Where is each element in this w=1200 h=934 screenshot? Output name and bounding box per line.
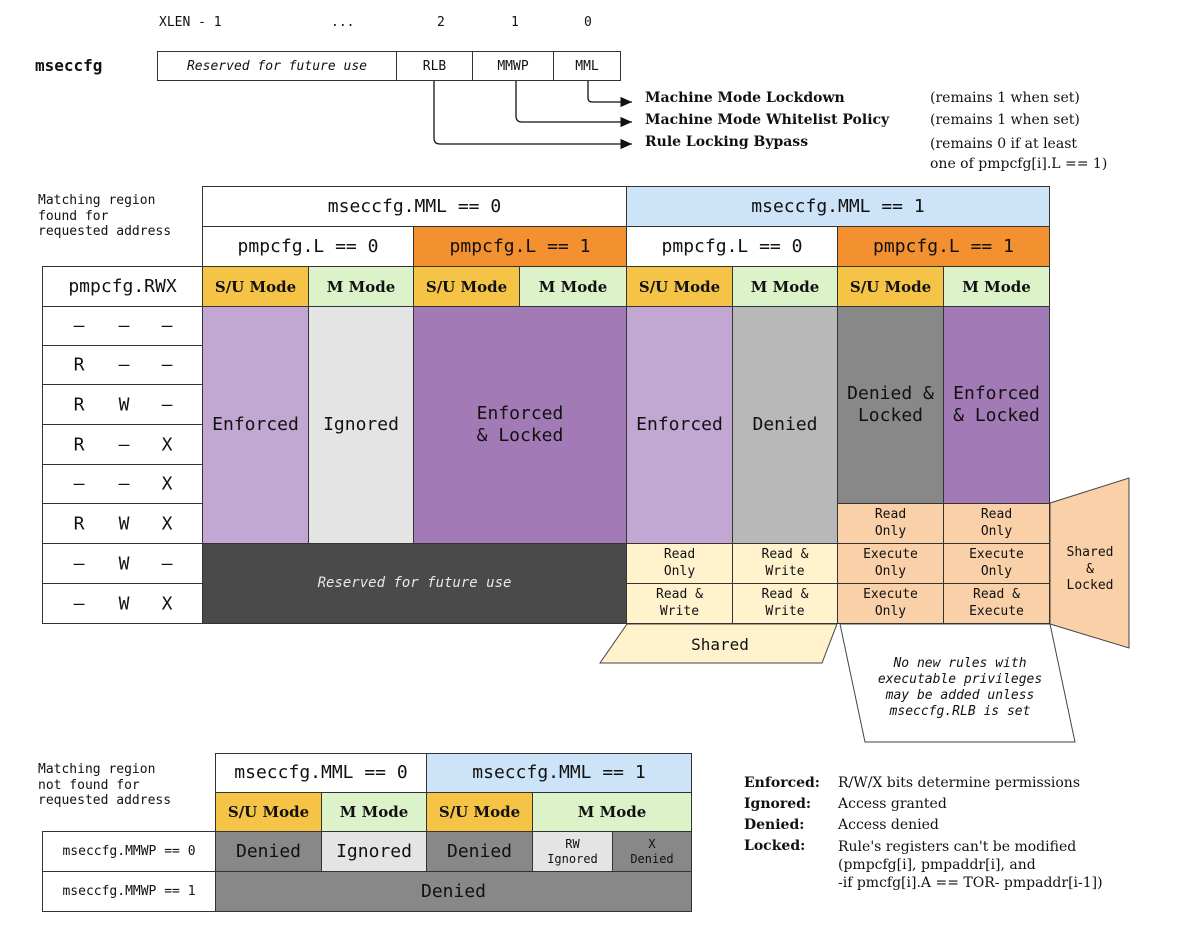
main-l1-header-b: pmpcfg.L == 1: [837, 226, 1050, 267]
cell-read-only-a: Read Only: [837, 503, 944, 544]
cell-enforced-2: Enforced: [626, 306, 733, 544]
register-name: mseccfg: [35, 56, 103, 75]
shared-locked-label: Shared & Locked: [1066, 544, 1114, 594]
main-l1-header-a: pmpcfg.L == 1: [413, 226, 627, 267]
main-mml0-header: mseccfg.MML == 0: [202, 186, 627, 227]
note-mml: (remains 1 when set): [930, 90, 1080, 106]
rlb-arrow: [434, 81, 632, 144]
bottom-mml0-header: mseccfg.MML == 0: [215, 753, 427, 793]
cell-denied-locked: Denied & Locked: [837, 306, 944, 504]
cell-read-write-b: Read & Write: [626, 583, 733, 624]
bit-label-dots: ...: [331, 15, 355, 30]
rwx-row: – W X: [42, 583, 203, 624]
legend-term-enforced: Enforced:: [744, 775, 820, 791]
rwx-row: – – –: [42, 306, 203, 346]
bottom-rw-ignored: RW Ignored: [532, 831, 613, 872]
bottom-corner-label: Matching region not found for requested address: [38, 762, 172, 809]
main-l0-header-b: pmpcfg.L == 0: [626, 226, 838, 267]
rwx-row: R W –: [42, 384, 203, 425]
rwx-row: R – X: [42, 424, 203, 465]
rwx-row: – – X: [42, 464, 203, 504]
mmwp-field: MMWP: [472, 51, 554, 81]
bottom-denied-2: Denied: [426, 831, 533, 872]
cell-enforced-1: Enforced: [202, 306, 309, 544]
main-corner-label: Matching region found for requested address: [38, 193, 172, 240]
rwx-row: R – –: [42, 345, 203, 385]
note-rlb: (remains 0 if at least one of pmpcfg[i].L == 1): [930, 136, 1108, 173]
cell-denied: Denied: [732, 306, 838, 544]
m-mode-1: M Mode: [308, 266, 414, 307]
desc-mml: Machine Mode Lockdown: [645, 90, 845, 106]
legend-desc-ignored: Access granted: [838, 796, 947, 812]
shared-label: Shared: [691, 634, 749, 654]
bit-label-xlen: XLEN - 1: [159, 15, 222, 30]
su-mode-2: S/U Mode: [413, 266, 520, 307]
cell-execute-only-c: Execute Only: [837, 583, 944, 624]
rlb-note: No new rules with executable privileges may be added unless mseccfg.RLB is set: [877, 655, 1043, 720]
mmwp0-label: mseccfg.MMWP == 0: [42, 831, 216, 872]
main-mml1-header: mseccfg.MML == 1: [626, 186, 1050, 227]
rlb-field: RLB: [396, 51, 473, 81]
cell-read-write-c: Read & Write: [732, 583, 838, 624]
mmwp1-label: mseccfg.MMWP == 1: [42, 871, 216, 912]
mml-field: MML: [553, 51, 621, 81]
cell-read-only-c: Read Only: [626, 543, 733, 584]
mml-arrow: [588, 81, 632, 102]
bottom-ignored: Ignored: [321, 831, 427, 872]
cell-execute-only-a: Execute Only: [837, 543, 944, 584]
bottom-su-mode-1: S/U Mode: [215, 792, 322, 832]
desc-rlb: Rule Locking Bypass: [645, 134, 809, 150]
desc-mmwp: Machine Mode Whitelist Policy: [645, 112, 890, 128]
legend-desc-denied: Access denied: [838, 817, 939, 833]
m-mode-2: M Mode: [519, 266, 627, 307]
legend-term-denied: Denied:: [744, 817, 805, 833]
legend-desc-locked: Rule's registers can't be modified (pmpcfg[i], pmpaddr[i], and -if pmcfg[i].A == TOR- pmpaddr[i-1]): [838, 839, 1103, 892]
su-mode-1: S/U Mode: [202, 266, 309, 307]
bottom-su-mode-2: S/U Mode: [426, 792, 533, 832]
cell-read-only-b: Read Only: [943, 503, 1050, 544]
bit-label-0: 0: [584, 15, 592, 30]
note-mmwp: (remains 1 when set): [930, 112, 1080, 128]
cell-enforced-locked-2: Enforced & Locked: [943, 306, 1050, 504]
rwx-row: R W X: [42, 503, 203, 544]
su-mode-3: S/U Mode: [626, 266, 733, 307]
bottom-x-denied: X Denied: [612, 831, 692, 872]
legend-desc-enforced: R/W/X bits determine permissions: [838, 775, 1081, 791]
bit-label-1: 1: [511, 15, 519, 30]
legend-term-locked: Locked:: [744, 838, 806, 854]
m-mode-3: M Mode: [732, 266, 838, 307]
rwx-row: – W –: [42, 543, 203, 584]
su-mode-4: S/U Mode: [837, 266, 944, 307]
bottom-m-mode-2: M Mode: [532, 792, 692, 832]
bottom-mml1-header: mseccfg.MML == 1: [426, 753, 692, 793]
bottom-m-mode-1: M Mode: [321, 792, 427, 832]
bit-label-2: 2: [437, 15, 445, 30]
cell-read-execute: Read & Execute: [943, 583, 1050, 624]
cell-reserved: Reserved for future use: [202, 543, 627, 624]
legend-term-ignored: Ignored:: [744, 796, 812, 812]
cell-execute-only-b: Execute Only: [943, 543, 1050, 584]
cell-ignored: Ignored: [308, 306, 414, 544]
cell-enforced-locked: Enforced & Locked: [413, 306, 627, 544]
m-mode-4: M Mode: [943, 266, 1050, 307]
bottom-denied-1: Denied: [215, 831, 322, 872]
main-l0-header-a: pmpcfg.L == 0: [202, 226, 414, 267]
reserved-field: Reserved for future use: [157, 51, 397, 81]
rwx-header: pmpcfg.RWX: [42, 266, 203, 307]
cell-read-write-a: Read & Write: [732, 543, 838, 584]
bottom-denied-all: Denied: [215, 871, 692, 912]
